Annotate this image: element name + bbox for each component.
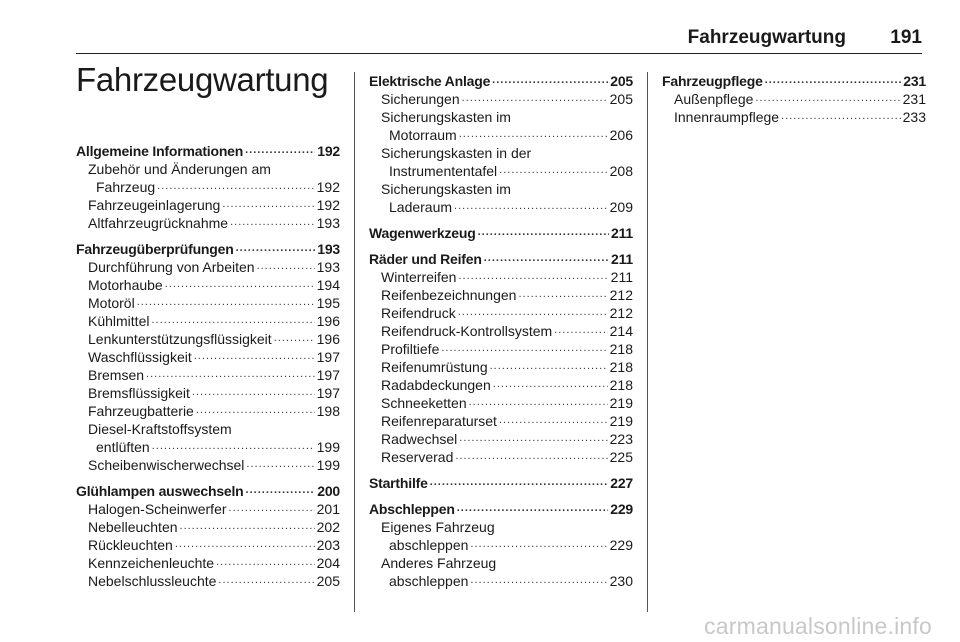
toc-entry-title: Motorraum (389, 127, 457, 143)
column-divider-2 (647, 72, 648, 612)
toc-entry[interactable] (369, 340, 633, 358)
toc-entry-title: Fahrzeugpflege (662, 73, 763, 89)
toc-entry[interactable] (369, 430, 633, 448)
toc-entry-title: Laderaum (389, 199, 453, 215)
toc-page-number: 218 (609, 377, 633, 393)
toc-entry[interactable] (76, 402, 340, 420)
dot-leader (755, 90, 900, 108)
toc-entry-title: Halogen-Scheinwerfer (88, 501, 227, 517)
dot-leader (765, 72, 902, 90)
toc-page-number: 194 (316, 277, 340, 293)
toc-page-number: 193 (317, 241, 340, 257)
toc-entry-title: Radabdeckungen (381, 377, 491, 393)
toc-entry[interactable] (76, 312, 340, 330)
dot-leader (499, 162, 607, 180)
toc-page-number: 229 (609, 537, 633, 553)
toc-entry-title: Rückleuchten (88, 537, 173, 553)
toc-entry-title: Außenpflege (674, 91, 754, 107)
toc-section[interactable] (76, 240, 340, 258)
dot-leader (236, 240, 316, 258)
toc-entry[interactable] (76, 366, 340, 384)
toc-entry[interactable] (369, 198, 633, 216)
toc-page-number: 227 (610, 475, 633, 491)
toc-entry[interactable] (369, 286, 633, 304)
dot-leader (218, 572, 314, 590)
toc-page-number: 214 (609, 323, 633, 339)
toc-entry-title: Motoröl (88, 295, 135, 311)
toc-page-number: 196 (316, 313, 340, 329)
toc-page-number: 192 (316, 179, 340, 195)
toc-entry[interactable] (76, 196, 340, 214)
toc-entry[interactable] (369, 126, 633, 144)
toc-entry-title: Reifendruck-Kontrollsystem (381, 323, 553, 339)
toc-entry[interactable] (369, 162, 633, 180)
toc-page-number: 219 (609, 413, 633, 429)
toc-entry[interactable] (369, 304, 633, 322)
dot-leader (459, 430, 607, 448)
toc-page-number: 211 (610, 269, 633, 285)
toc-entry-title: Allgemeine Informationen (76, 143, 244, 159)
toc-page-number: 218 (609, 341, 633, 357)
toc-entry[interactable] (76, 438, 340, 456)
toc-page-number: 205 (609, 91, 633, 107)
dot-leader (222, 196, 314, 214)
toc-entry-title: Waschflüssigkeit (88, 349, 192, 365)
toc-entry-title: Scheibenwischerwechsel (88, 457, 245, 473)
toc-entry-title: Altfahrzeugrücknahme (88, 215, 229, 231)
toc-entry-title: Fahrzeug (96, 179, 156, 195)
toc-entry-title: Durchführung von Arbeiten (88, 259, 255, 275)
toc-entry-line: Sicherungskasten im (381, 109, 511, 125)
dot-leader (257, 258, 315, 276)
toc-entry-title: abschleppen (389, 537, 469, 553)
toc-page-number: 230 (609, 573, 633, 589)
toc-page-number: 212 (609, 287, 633, 303)
toc-section[interactable] (369, 474, 633, 492)
dot-leader (137, 294, 315, 312)
toc-entry-title: Wagenwerkzeug (369, 225, 476, 241)
toc-page-number: 197 (316, 349, 340, 365)
toc-entry-line: Anderes Fahrzeug (381, 555, 497, 571)
dot-leader (455, 448, 607, 466)
toc-entry[interactable] (369, 394, 633, 412)
toc-entry[interactable] (76, 258, 340, 276)
toc-entry-title: Reifenbezeichnungen (381, 287, 517, 303)
toc-entry[interactable] (76, 330, 340, 348)
toc-entry-line: Diesel-Kraftstoffsystem (88, 421, 232, 437)
toc-entry[interactable] (76, 384, 340, 402)
toc-page-number: 199 (316, 457, 340, 473)
dot-leader (454, 198, 608, 216)
toc-entry-title: Glühlampen auswechseln (76, 483, 244, 499)
dot-leader (458, 304, 608, 322)
dot-leader (430, 474, 609, 492)
toc-page-number: 204 (316, 555, 340, 571)
dot-leader (157, 178, 314, 196)
dot-leader (175, 536, 315, 554)
dot-leader (484, 250, 609, 268)
dot-leader (469, 394, 608, 412)
toc-page-number: 206 (609, 127, 633, 143)
toc-entry-title: Reifenreparaturset (381, 413, 497, 429)
toc-section[interactable] (369, 500, 633, 518)
header-title: Fahrzeugwartung (687, 27, 846, 48)
toc-entry-title: Starthilfe (369, 475, 428, 491)
dot-leader (192, 384, 315, 402)
toc-entry-line: Zubehör und Änderungen am (88, 161, 271, 177)
toc-page-number: 195 (316, 295, 340, 311)
toc-entry[interactable] (369, 358, 633, 376)
toc-entry-title: Fahrzeugüberprüfungen (76, 241, 234, 257)
toc-entry[interactable] (76, 214, 340, 232)
toc-entry-title: Winterreifen (381, 269, 457, 285)
dot-leader (151, 312, 314, 330)
dot-leader (493, 376, 608, 394)
toc-entry-title: Lenkunterstützungsflüssigkeit (88, 331, 272, 347)
toc-entry[interactable] (369, 536, 633, 554)
toc-entry-title: Sicherungen (381, 91, 460, 107)
toc-entry[interactable] (369, 412, 633, 430)
dot-leader (478, 224, 609, 242)
toc-entry[interactable] (76, 294, 340, 312)
toc-page-number: 201 (316, 501, 340, 517)
toc-entry-title: Reifendruck (381, 305, 456, 321)
dot-leader (470, 536, 607, 554)
dot-leader (459, 126, 608, 144)
toc-entry[interactable] (369, 268, 633, 286)
dot-leader (152, 438, 315, 456)
toc-entry-title: Innenraumpflege (674, 109, 780, 125)
toc-entry[interactable] (662, 108, 926, 126)
toc-entry[interactable] (76, 348, 340, 366)
toc-column-1 (76, 142, 340, 590)
chapter-title: Fahrzeugwartung (76, 61, 329, 98)
toc-section[interactable] (76, 482, 340, 500)
toc-section[interactable] (369, 224, 633, 242)
toc-page-number: 205 (610, 73, 633, 89)
toc-entry-title: Reifenumrüstung (381, 359, 488, 375)
toc-column-3 (662, 72, 926, 126)
toc-section[interactable] (369, 72, 633, 90)
dot-leader (180, 518, 315, 536)
toc-page-number: 208 (609, 163, 633, 179)
toc-entry-title: Kühlmittel (88, 313, 150, 329)
toc-page-number: 231 (903, 73, 926, 89)
toc-page-number: 192 (317, 143, 340, 159)
toc-page-number: 199 (316, 439, 340, 455)
toc-page-number: 218 (609, 359, 633, 375)
toc-entry-title: abschleppen (389, 573, 469, 589)
toc-entry[interactable] (76, 572, 340, 590)
column-divider-1 (354, 72, 355, 612)
toc-entry-title: Motorhaube (88, 277, 163, 293)
toc-entry-title: Radwechsel (381, 431, 458, 447)
dot-leader (216, 554, 315, 572)
toc-entry-title: Nebelleuchten (88, 519, 178, 535)
toc-page-number: 193 (316, 259, 340, 275)
toc-entry-title: Profiltiefe (381, 341, 440, 357)
toc-entry-line: Sicherungskasten in der (381, 145, 532, 161)
toc-section[interactable] (369, 250, 633, 268)
dot-leader (462, 90, 608, 108)
toc-entry[interactable] (76, 276, 340, 294)
toc-entry[interactable] (76, 456, 340, 474)
header-page-number: 191 (890, 27, 922, 48)
toc-entry[interactable] (76, 178, 340, 196)
toc-entry[interactable] (369, 376, 633, 394)
toc-page-number: 211 (611, 225, 633, 241)
toc-entry-title: Bremsen (88, 367, 145, 383)
toc-page-number: 225 (609, 449, 633, 465)
toc-page-number: 197 (316, 367, 340, 383)
toc-page-number: 202 (316, 519, 340, 535)
toc-page-number: 192 (316, 197, 340, 213)
toc-page-number: 219 (609, 395, 633, 411)
toc-page-number: 198 (316, 403, 340, 419)
toc-section[interactable] (662, 72, 926, 90)
toc-entry[interactable] (76, 536, 340, 554)
dot-leader (246, 482, 316, 500)
toc-entry[interactable] (369, 90, 633, 108)
toc-entry[interactable] (76, 500, 340, 518)
toc-entry-line: Eigenes Fahrzeug (381, 519, 495, 535)
toc-entry[interactable] (662, 90, 926, 108)
toc-page-number: 209 (609, 199, 633, 215)
toc-entry-title: Elektrische Anlage (369, 73, 491, 89)
toc-page-number: 197 (316, 385, 340, 401)
toc-page-number: 205 (316, 573, 340, 589)
toc-entry[interactable] (76, 554, 340, 572)
dot-leader (492, 72, 608, 90)
toc-entry[interactable] (369, 572, 633, 590)
dot-leader (518, 286, 607, 304)
dot-leader (458, 268, 608, 286)
dot-leader (246, 456, 314, 474)
toc-section[interactable] (76, 142, 340, 160)
toc-entry-title: Nebelschlussleuchte (88, 573, 217, 589)
toc-column-2 (369, 72, 633, 590)
dot-leader (229, 500, 315, 518)
toc-entry-title: Bremsflüssigkeit (88, 385, 190, 401)
toc-entry-title: entlüften (96, 439, 150, 455)
dot-leader (490, 358, 608, 376)
dot-leader (245, 142, 315, 160)
dot-leader (194, 348, 315, 366)
toc-entry[interactable] (369, 448, 633, 466)
toc-entry-title: Schneeketten (381, 395, 467, 411)
toc-page-number: 211 (611, 251, 633, 267)
toc-entry-title: Fahrzeugeinlagerung (88, 197, 221, 213)
dot-leader (146, 366, 315, 384)
toc-entry-title: Instrumententafel (389, 163, 498, 179)
toc-entry-title: Reserverad (381, 449, 454, 465)
toc-page-number: 231 (902, 91, 926, 107)
toc-entry-title: Kennzeichenleuchte (88, 555, 215, 571)
toc-page-number: 223 (609, 431, 633, 447)
dot-leader (457, 500, 609, 518)
toc-entry-title: Fahrzeugbatterie (88, 403, 194, 419)
dot-leader (499, 412, 608, 430)
toc-page-number: 193 (316, 215, 340, 231)
watermark-text: carmanualsonline.info (704, 613, 932, 639)
toc-page-number: 196 (316, 331, 340, 347)
toc-entry-title: Räder und Reifen (369, 251, 482, 267)
dot-leader (781, 108, 901, 126)
dot-leader (441, 340, 607, 358)
dot-leader (470, 572, 607, 590)
toc-page-number: 229 (610, 501, 633, 517)
toc-entry-line: Sicherungskasten im (381, 181, 511, 197)
dot-leader (196, 402, 315, 420)
toc-entry[interactable] (76, 518, 340, 536)
dot-leader (230, 214, 315, 232)
page-header (76, 27, 922, 54)
toc-page-number: 200 (317, 483, 340, 499)
toc-entry[interactable] (369, 322, 633, 340)
toc-page-number: 203 (316, 537, 340, 553)
toc-page-number: 233 (902, 109, 926, 125)
dot-leader (554, 322, 607, 340)
dot-leader (165, 276, 315, 294)
toc-entry-title: Abschleppen (369, 501, 455, 517)
toc-page-number: 212 (609, 305, 633, 321)
dot-leader (274, 330, 315, 348)
